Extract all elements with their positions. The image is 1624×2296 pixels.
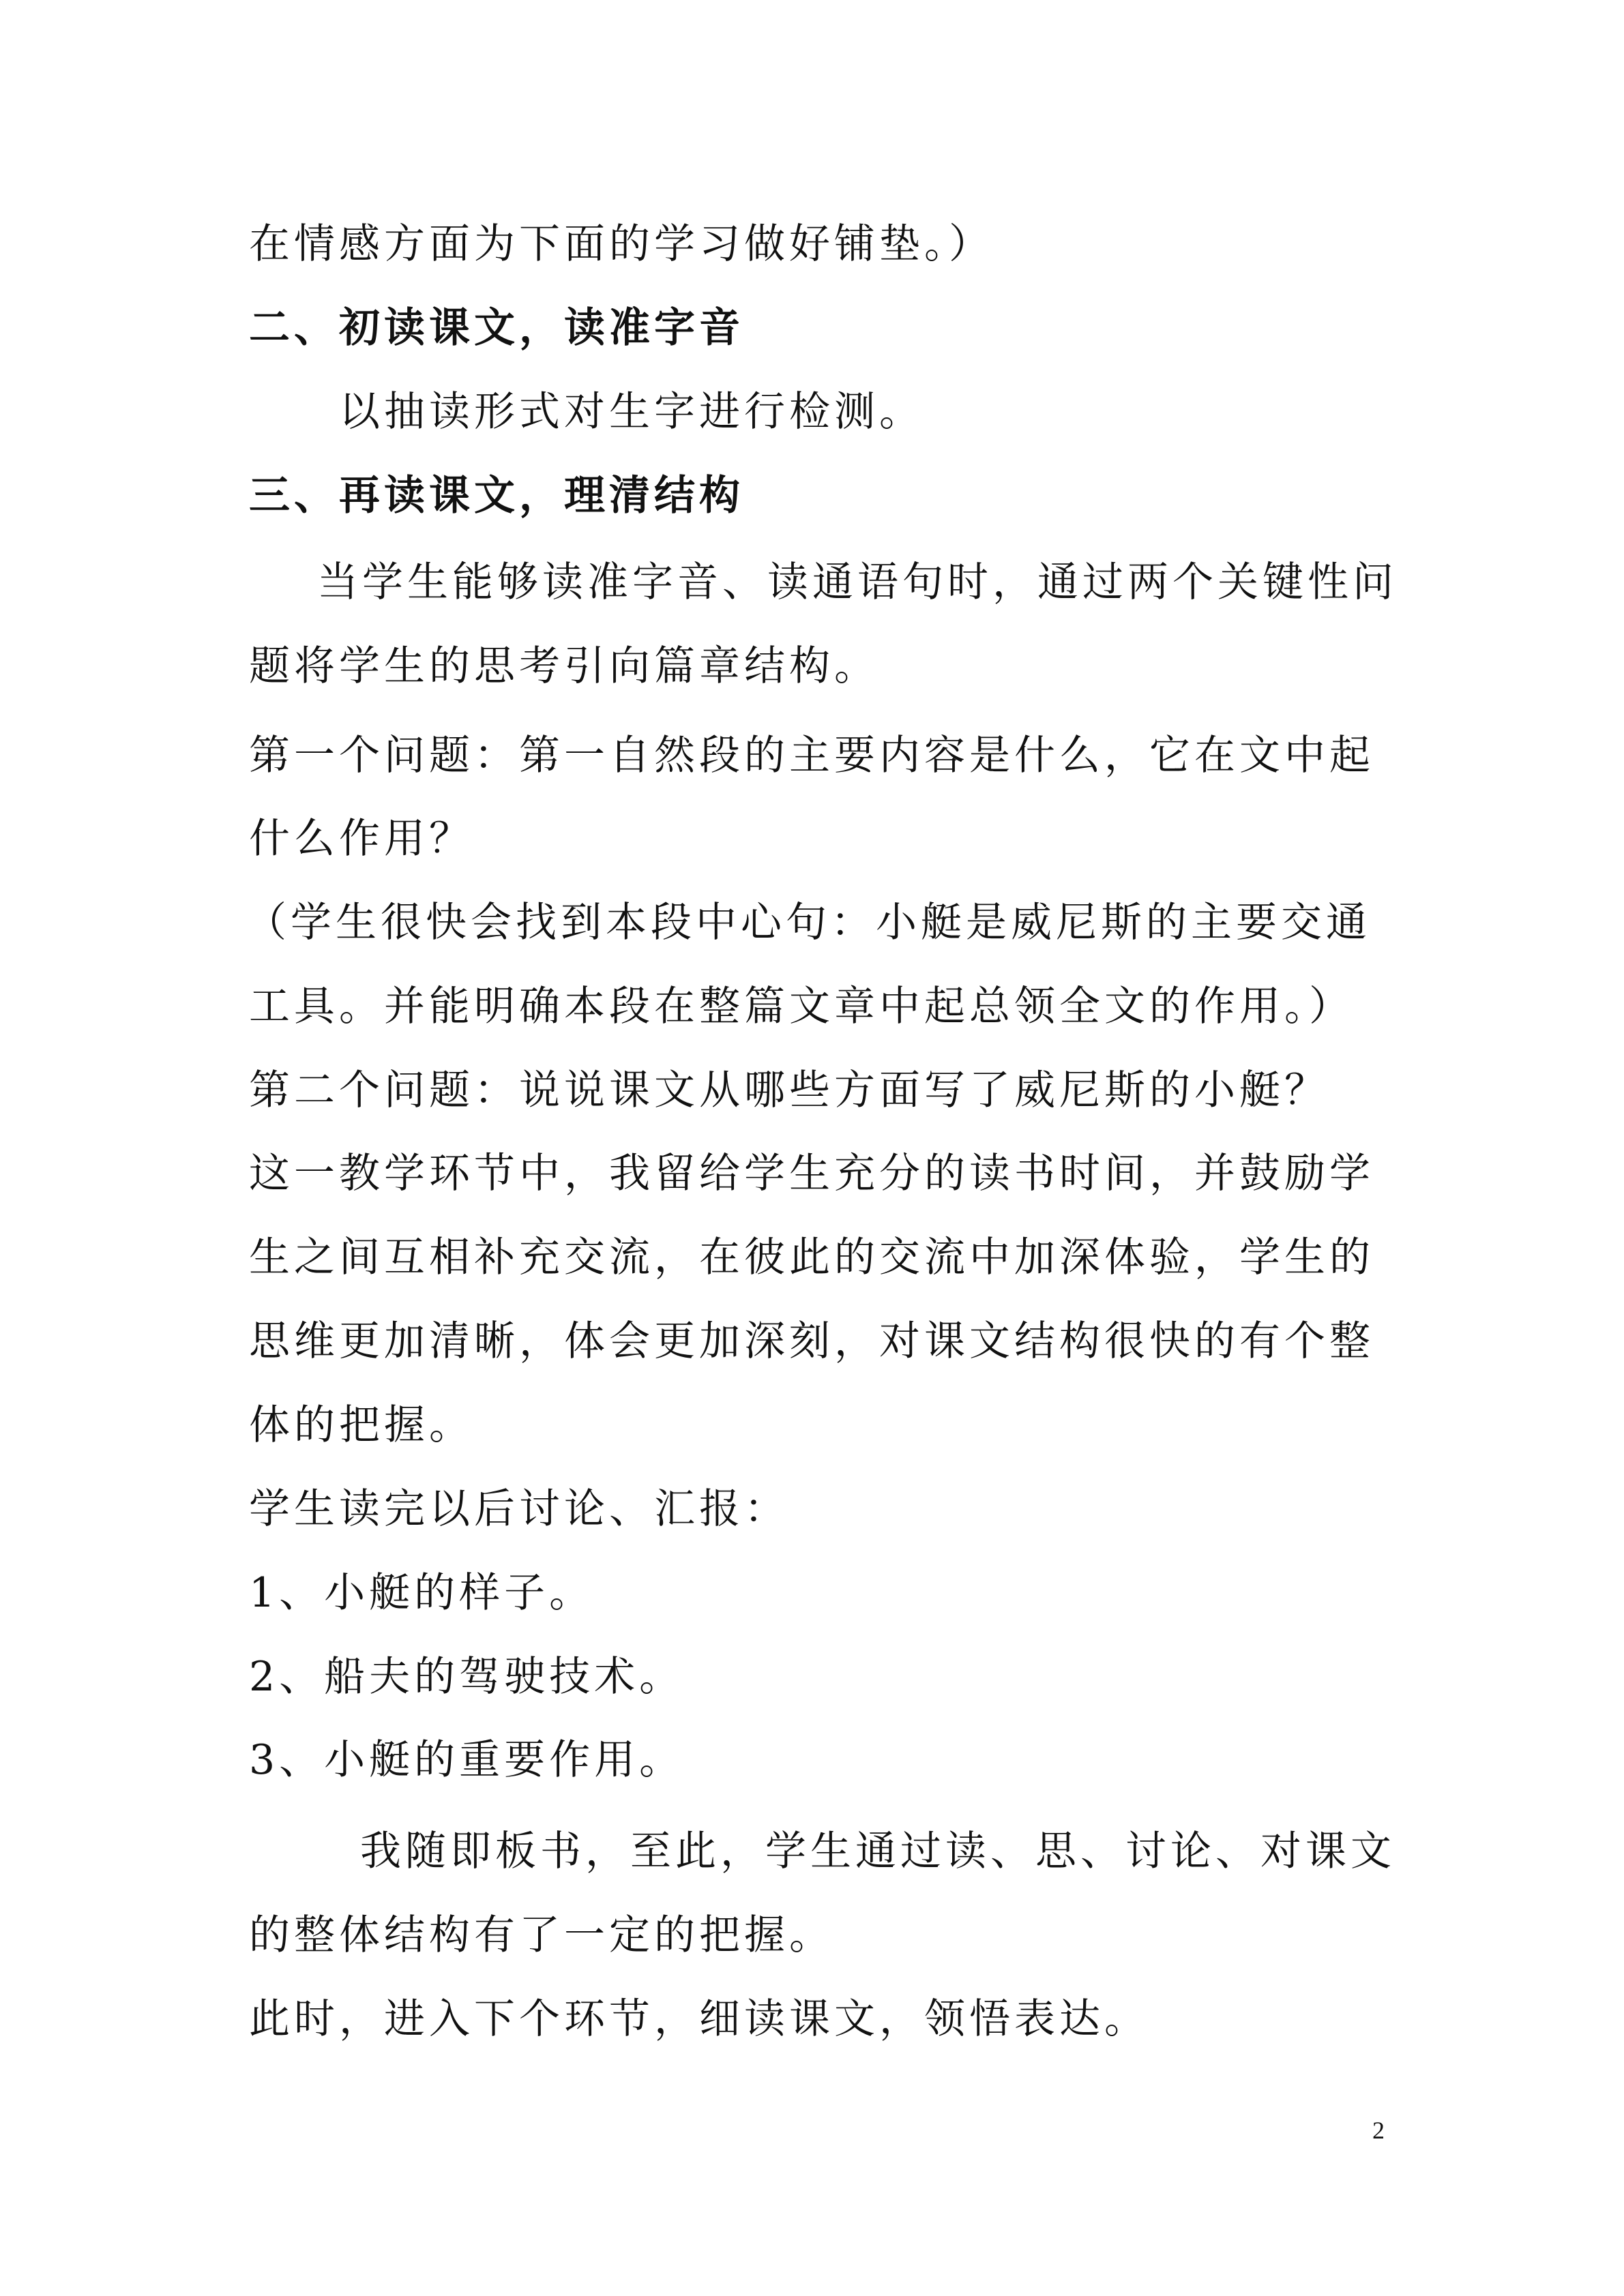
page-number: 2 <box>1372 2117 1385 2144</box>
text-line: 我随即板书，至此，学生通过读、思、讨论、对课文 <box>360 1828 1396 1875</box>
text-line: 体的把握。 <box>249 1401 474 1449</box>
text-line: 学生读完以后讨论、汇报： <box>249 1485 789 1533</box>
list-item: 1、小艇的样子。 <box>249 1569 595 1617</box>
text-line: 什么作用？ <box>249 815 474 863</box>
list-item: 3、小艇的重要作用。 <box>249 1736 685 1784</box>
text-line: 当学生能够读准字音、读通语句时，通过两个关键性问 <box>317 558 1398 606</box>
text-line: 第一个问题：第一自然段的主要内容是什么，它在文中起 <box>249 732 1374 779</box>
text-line: 生之间互相补充交流，在彼此的交流中加深体验，学生的 <box>249 1234 1374 1281</box>
text-line: 以抽读形式对生字进行检测。 <box>339 388 924 436</box>
text-line: 的整体结构有了一定的把握。 <box>249 1911 834 1959</box>
list-item: 2、船夫的驾驶技术。 <box>249 1653 685 1701</box>
section-heading: 三、再读课文，理清结构 <box>249 472 744 520</box>
text-line: 在情感方面为下面的学习做好铺垫。） <box>249 220 994 268</box>
text-line: 工具。并能明确本段在整篇文章中起总领全文的作用。） <box>249 983 1354 1030</box>
text-line: （学生很快会找到本段中心句：小艇是威尼斯的主要交通 <box>246 899 1371 946</box>
text-line: 第二个问题：说说课文从哪些方面写了威尼斯的小艇？ <box>249 1067 1329 1114</box>
text-line: 此时，进入下个环节，细读课文，领悟表达。 <box>249 1995 1149 2043</box>
text-line: 这一教学环节中，我留给学生充分的读书时间，并鼓励学 <box>249 1150 1374 1197</box>
text-line: 题将学生的思考引向篇章结构。 <box>249 642 879 690</box>
text-line: 思维更加清晰，体会更加深刻，对课文结构很快的有个整 <box>249 1317 1374 1365</box>
section-heading: 二、初读课文，读准字音 <box>249 304 744 352</box>
